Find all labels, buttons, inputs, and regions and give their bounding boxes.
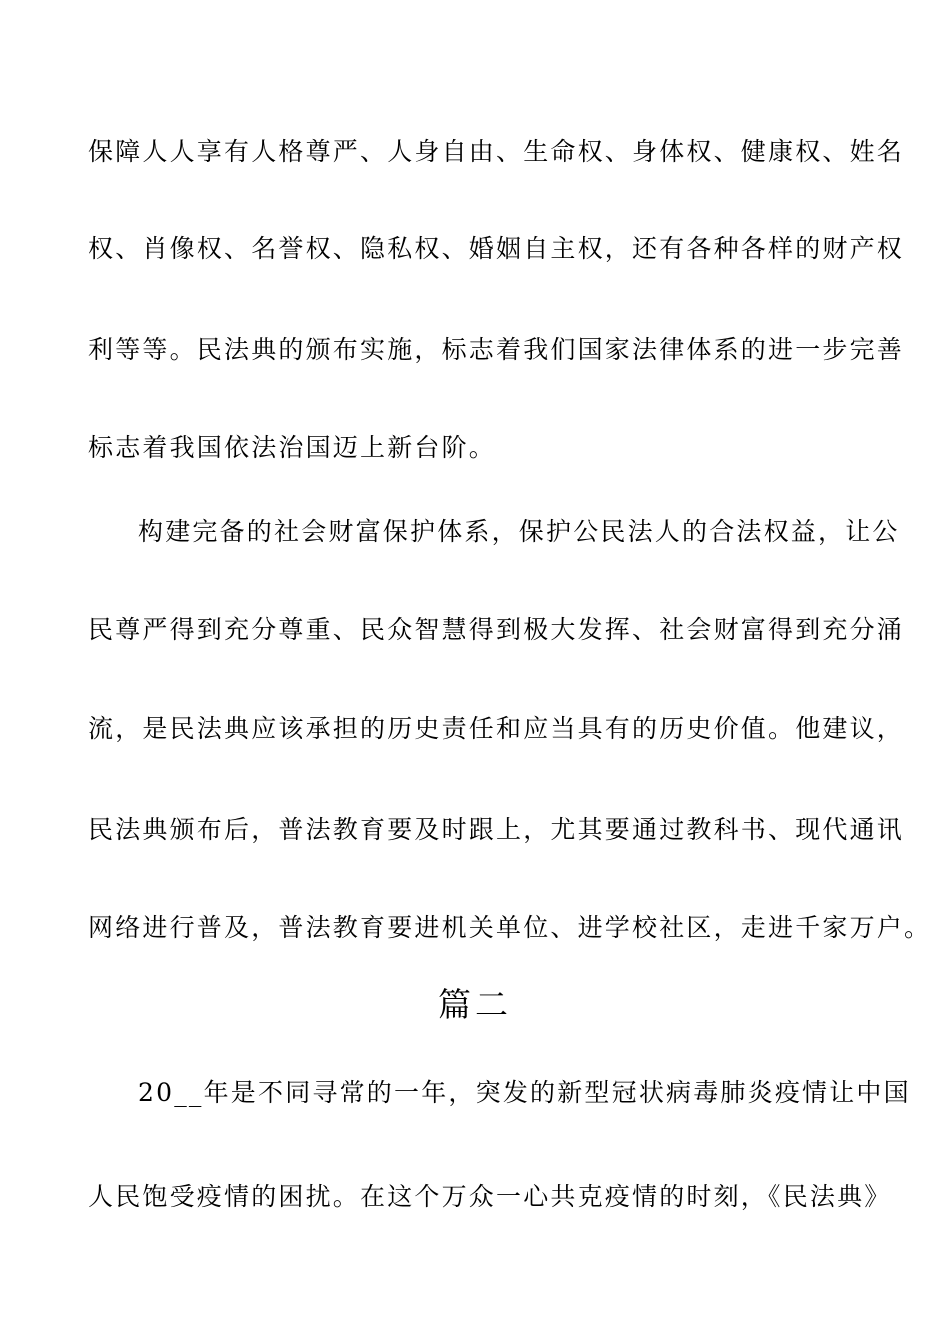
paragraph-1-line-2: 权、肖像权、名誉权、隐私权、婚姻自主权，还有各种各样的财产权: [88, 234, 905, 263]
paragraph-2-line-3: 流，是民法典应该承担的历史责任和应当具有的历史价值。他建议，: [88, 714, 905, 743]
paragraph-2-line-5: 网络进行普及，普法教育要进机关单位、进学校社区，走进千家万户。: [88, 913, 932, 942]
section-heading: 篇二: [438, 985, 512, 1024]
paragraph-1-line-1: 保障人人享有人格尊严、人身自由、生命权、身体权、健康权、姓名: [88, 137, 905, 166]
paragraph-2-line-2: 民尊严得到充分尊重、民众智慧得到极大发挥、社会财富得到充分涌: [88, 615, 905, 644]
paragraph-2-line-4: 民法典颁布后，普法教育要及时跟上，尤其要通过教科书、现代通讯: [88, 815, 905, 844]
paragraph-2-line-1: 构建完备的社会财富保护体系，保护公民法人的合法权益，让公: [138, 517, 900, 546]
paragraph-1-line-4: 标志着我国依法治国迈上新台阶。: [88, 433, 497, 462]
paragraph-1-line-3: 利等等。民法典的颁布实施，标志着我们国家法律体系的进一步完善: [88, 335, 905, 364]
paragraph-3-line-2: 人民饱受疫情的困扰。在这个万众一心共克疫情的时刻，《民法典》: [88, 1182, 892, 1211]
paragraph-3-line-1: 20__年是不同寻常的一年，突发的新型冠状病毒肺炎疫情让中国: [138, 1078, 911, 1107]
